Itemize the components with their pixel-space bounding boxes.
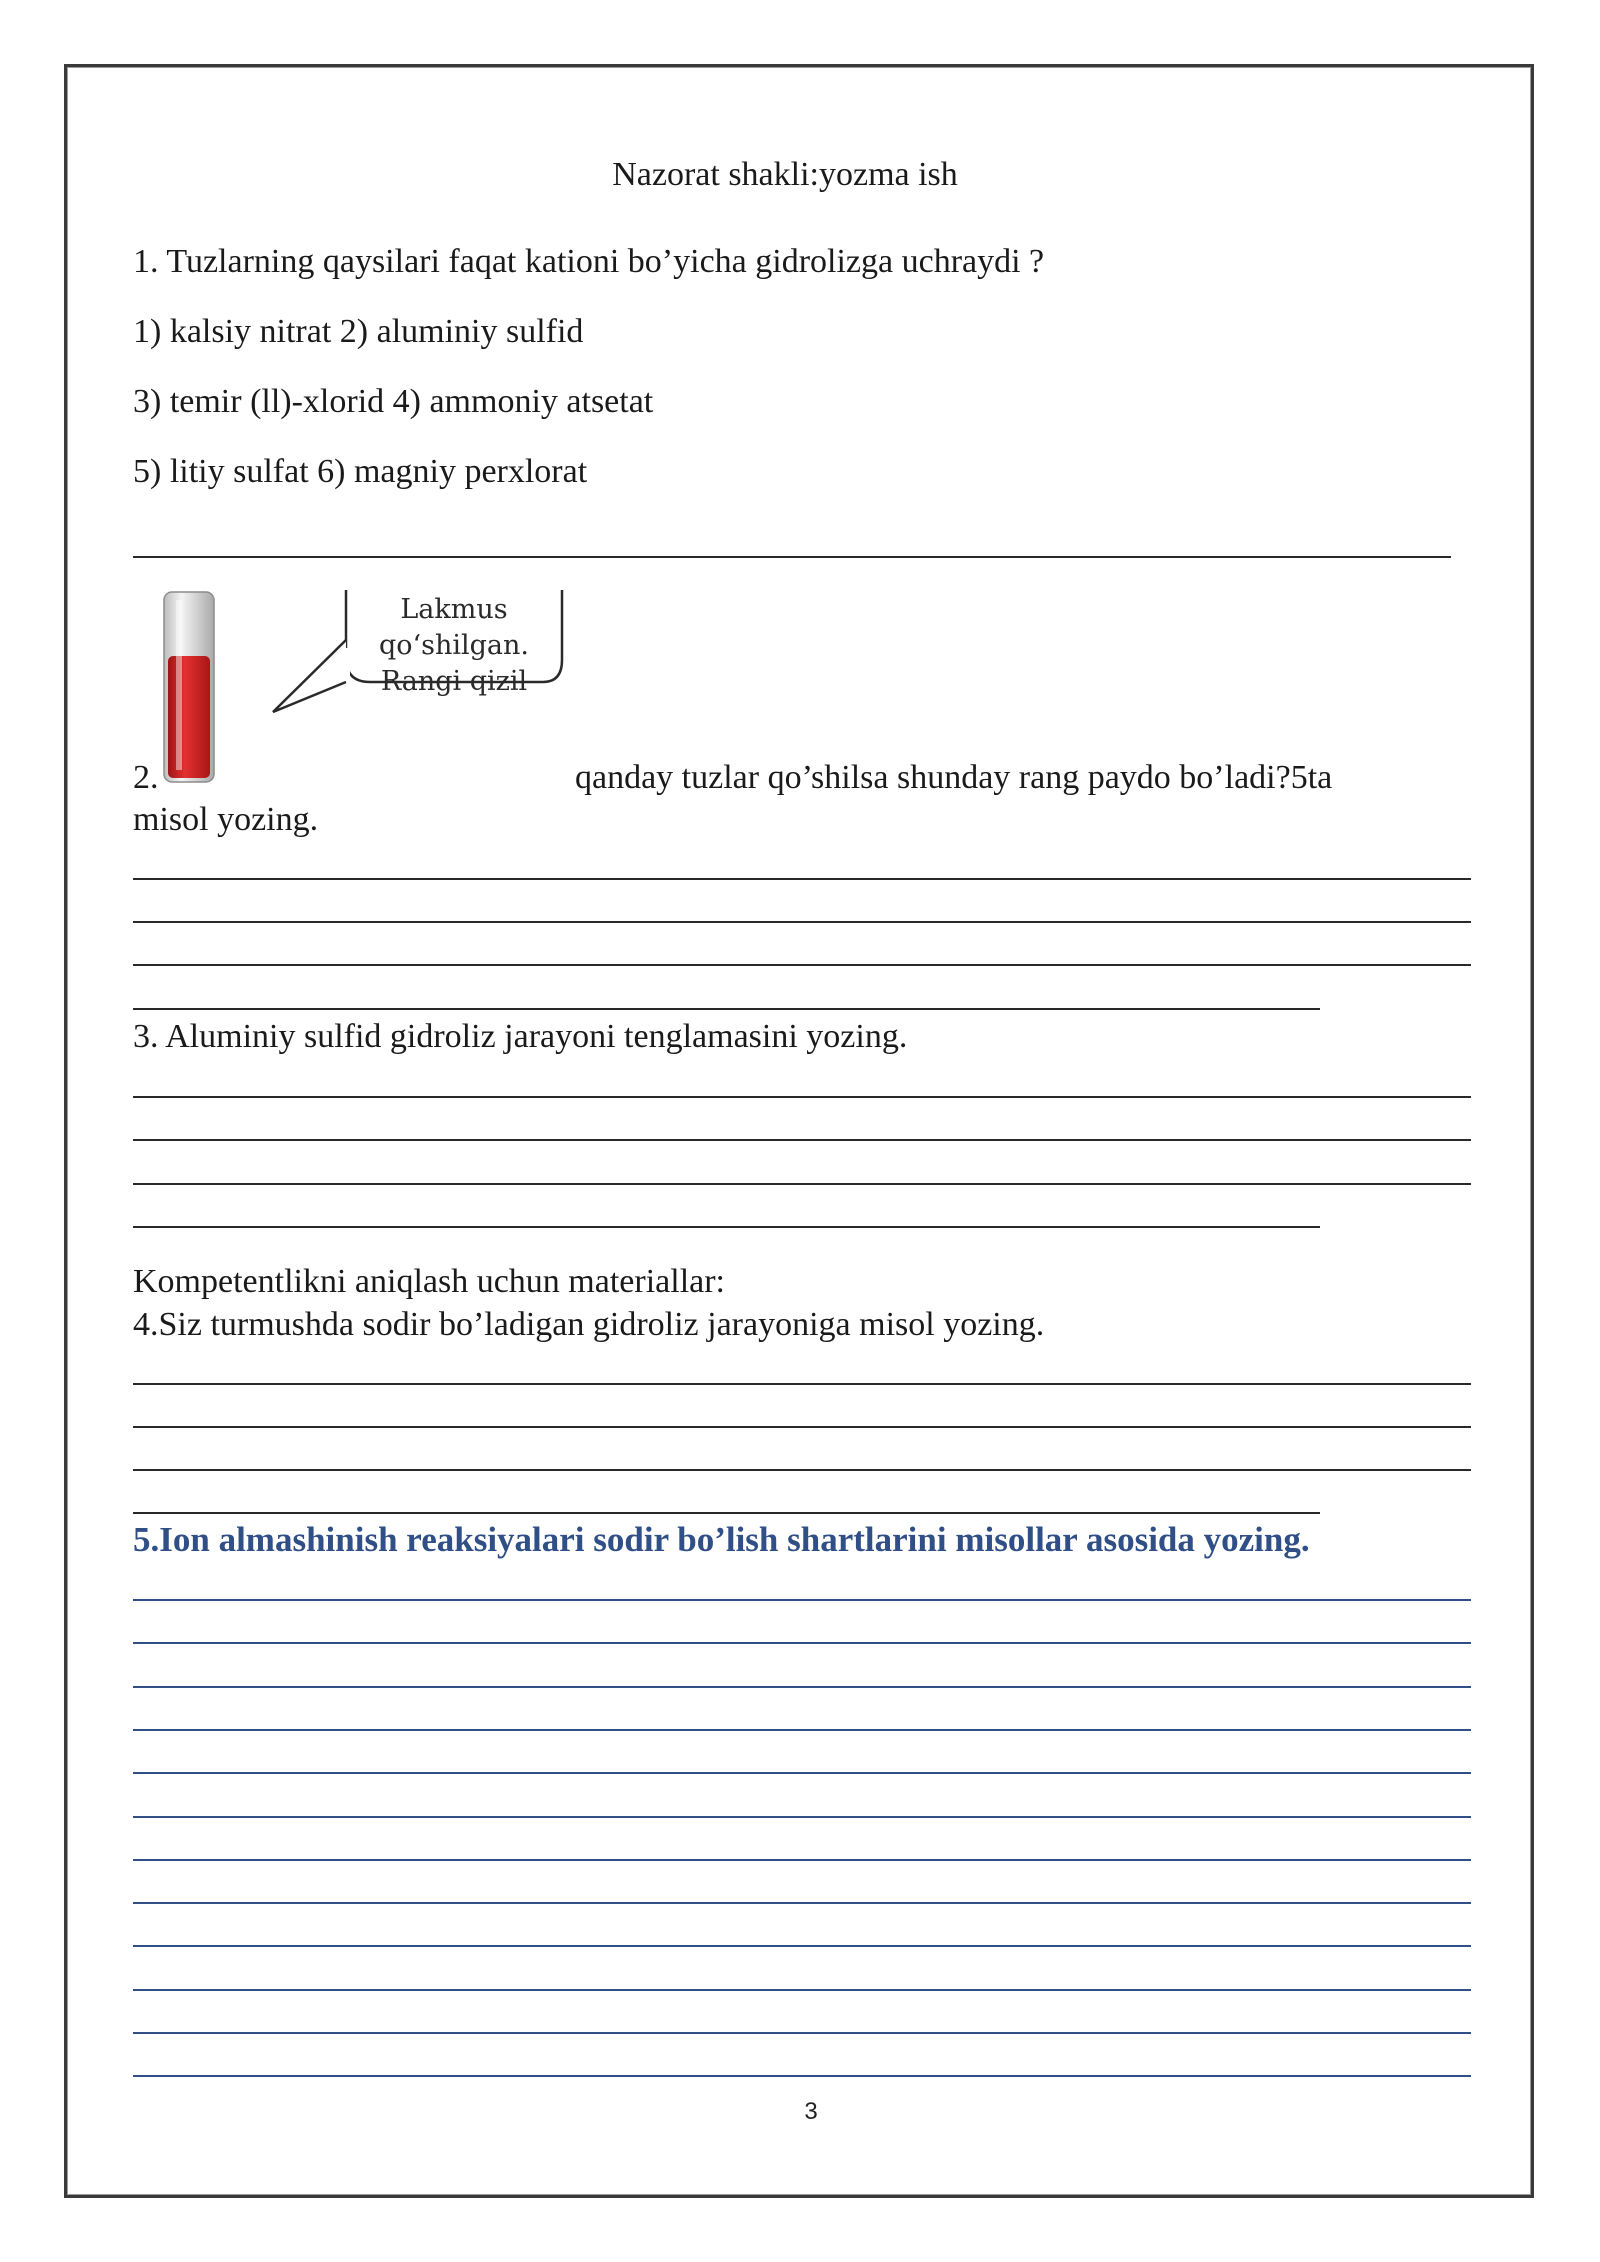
speech-bubble-icon [273,590,562,712]
bubble-text-line: qo‘shilgan. [379,630,529,661]
answer-line[interactable] [133,1226,1320,1228]
answer-line[interactable] [133,878,1471,880]
answer-line[interactable] [133,1902,1471,1904]
answer-line[interactable] [133,1008,1320,1010]
page-number: 3 [804,2098,818,2125]
question-5: 5.Ion almashinish reaksiyalari sodir bo’lish shartlarini misollar asosida yozing. [133,1520,1310,1559]
answer-line[interactable] [133,556,1451,558]
answer-line[interactable] [133,1989,1471,1991]
answer-line[interactable] [133,2032,1471,2034]
question-4: 4.Siz turmushda sodir bo’ladigan gidroliz jarayoniga misol yozing. [133,1306,1045,1343]
answer-line[interactable] [133,1945,1471,1947]
answer-line[interactable] [133,1859,1471,1861]
answer-line[interactable] [133,1729,1471,1731]
question-2-text: qanday tuzlar qo’shilsa shunday rang paydo bo’ladi?5ta [575,759,1333,796]
litmus-figure [148,588,568,788]
answer-line[interactable] [133,921,1471,923]
answer-line[interactable] [133,1512,1320,1514]
question-1: 1. Tuzlarning qaysilari faqat kationi bo’yicha gidrolizga uchraydi ? [133,243,1045,280]
page-title: Nazorat shakli:yozma ish [612,156,958,193]
answer-line[interactable] [133,2075,1471,2077]
test-tube-icon [164,592,214,782]
question-3: 3. Aluminiy sulfid gidroliz jarayoni tenglamasini yozing. [133,1018,908,1055]
answer-line[interactable] [133,964,1471,966]
answer-line[interactable] [133,1772,1471,1774]
q1-option-line: 5) litiy sulfat 6) magniy perxlorat [133,453,588,490]
section-heading: Kompetentlikni aniqlash uchun materiallar: [133,1263,725,1300]
answer-line[interactable] [133,1599,1471,1601]
answer-line[interactable] [133,1139,1471,1141]
answer-line[interactable] [133,1426,1471,1428]
bubble-text-line: Rangi qizil [380,666,528,697]
answer-line[interactable] [133,1816,1471,1818]
answer-line[interactable] [133,1642,1471,1644]
bubble-text-line: Lakmus [400,594,508,625]
answer-line[interactable] [133,1096,1471,1098]
answer-line[interactable] [133,1469,1471,1471]
question-2-number: 2. [133,759,159,796]
answer-line[interactable] [133,1686,1471,1688]
q1-option-line: 1) kalsiy nitrat 2) aluminiy sulfid [133,313,584,350]
answer-line[interactable] [133,1183,1471,1185]
question-2-text-cont: misol yozing. [133,801,319,838]
answer-line[interactable] [133,1383,1471,1385]
q1-option-line: 3) temir (ll)-xlorid 4) ammoniy atsetat [133,383,654,420]
